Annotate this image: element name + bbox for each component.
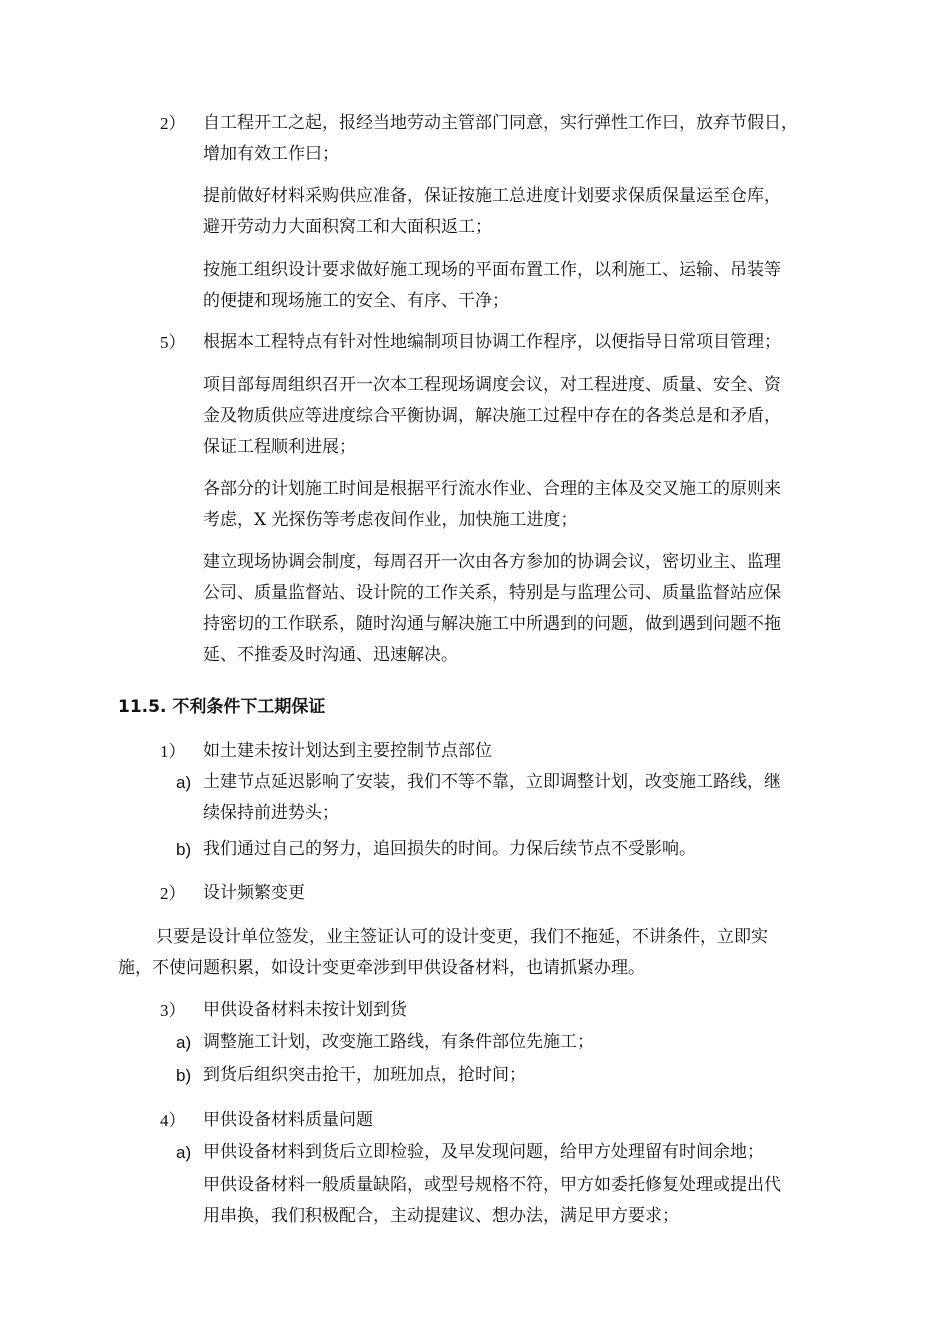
paragraph	[203, 181, 781, 243]
list-number: 4）	[160, 1111, 186, 1130]
text-line: 按施工组织设计要求做好施工现场的平面布置工作，以利施工、运输、吊装等	[203, 260, 781, 280]
list-item-2b: 设计频繁变更	[203, 883, 305, 903]
text-line: 公司、质量监督站、设计院的工作关系，特别是与监理公司、质量监督站应保	[203, 583, 781, 603]
list-item-1: 如土建未按计划达到主要控制节点部位	[203, 741, 492, 761]
paragraph	[203, 1170, 781, 1232]
sublist-item	[203, 1060, 526, 1091]
text-line: 提前做好材料采购供应准备，保证按施工总进度计划要求保质保量运至仓库，	[203, 186, 781, 206]
text-line: 增加有效工作曰；	[203, 144, 339, 164]
sublist-item	[203, 1137, 764, 1168]
text-line: 甲供设备材料一般质量缺陷，或型号规格不符，甲方如委托修复处理或提出代	[203, 1175, 781, 1195]
text-line: 各部分的计划施工时间是根据平行流水作业、合理的主体及交叉施工的原则来	[203, 479, 781, 499]
text-line: 项目部每周组织召开一次本工程现场调度会议，对工程进度、质量、安全、资	[203, 375, 781, 395]
sublist-item	[203, 1027, 594, 1058]
sublist-letter: a)	[176, 1143, 192, 1162]
text-line: 自工程开工之起，报经当地劳动主管部门同意，实行弹性工作曰，放弃节假日，	[203, 113, 798, 133]
sublist-letter: b)	[176, 840, 192, 859]
text-line: 续保持前进势头；	[203, 803, 339, 823]
text-line: 考虑，X 光探伤等考虑夜间作业，加快施工进度；	[203, 510, 578, 530]
text-line: 到货后组织突击抢干，加班加点，抢时间；	[203, 1065, 526, 1085]
sublist-letter: a)	[176, 1033, 192, 1052]
text-line: 调整施工计划，改变施工路线，有条件部位先施工；	[203, 1032, 594, 1052]
text-line: 根据本工程特点有针对性地编制项目协调工作程序，以便指导日常项目管理；	[203, 332, 781, 352]
sublist-letter: a)	[176, 773, 192, 792]
section-heading: 11.5. 不利条件下工期保证	[118, 697, 326, 717]
list-number: 2）	[160, 884, 186, 903]
paragraph	[118, 922, 768, 984]
text-line: 延、不推委及时沟通、迅速解决。	[203, 645, 458, 665]
paragraph	[203, 255, 781, 317]
sublist-item	[203, 834, 696, 865]
list-item-4: 甲供设备材料质量问题	[203, 1110, 373, 1130]
text-line: 我们通过自己的努力，追回损失的时间。力保后续节点不受影响。	[203, 839, 696, 859]
paragraph	[203, 547, 781, 671]
list-number: 1）	[160, 742, 186, 761]
text-line: 的便捷和现场施工的安全、有序、干净；	[203, 291, 509, 311]
paragraph	[203, 474, 781, 536]
list-item-2	[203, 108, 798, 170]
text-line: 甲供设备材料到货后立即检验，及早发现问题，给甲方处理留有时间余地；	[203, 1142, 764, 1162]
text-line: 用串换，我们积极配合，主动提建议、想办法，满足甲方要求；	[203, 1206, 679, 1226]
list-item-5	[203, 327, 781, 358]
list-number: 3）	[160, 1001, 186, 1020]
text-line: 施，不使问题积累，如设计变更牵涉到甲供设备材料，也请抓紧办理。	[118, 958, 645, 978]
text-line: 土建节点延迟影响了安装，我们不等不靠，立即调整计划，改变施工路线，继	[203, 772, 781, 792]
text-line: 只要是设计单位签发，业主签证认可的设计变更，我们不拖延，不讲条件，立即实	[156, 927, 768, 947]
text-line: 避开劳动力大面积窝工和大面积返工；	[203, 217, 492, 237]
list-item-3: 甲供设备材料未按计划到货	[203, 1000, 407, 1020]
list-number: 2）	[160, 114, 186, 133]
sublist-letter: b)	[176, 1066, 192, 1085]
text-line: 保证工程顺利进展；	[203, 437, 356, 457]
list-number: 5）	[160, 333, 186, 352]
text-line: 建立现场协调会制度，每周召开一次由各方参加的协调会议，密切业主、监理	[203, 552, 781, 572]
text-line: 金及物质供应等进度综合平衡协调，解决施工过程中存在的各类总是和矛盾，	[203, 406, 781, 426]
text-line: 持密切的工作联系，随时沟通与解决施工中所遇到的问题，做到遇到问题不拖	[203, 614, 781, 634]
paragraph	[203, 370, 781, 463]
sublist-item	[203, 767, 781, 829]
